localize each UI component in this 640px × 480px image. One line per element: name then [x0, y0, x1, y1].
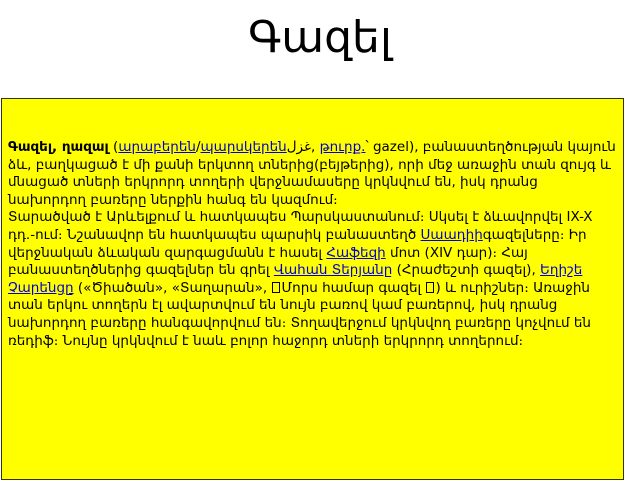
arabic-word: غزل — [286, 139, 312, 155]
link-saadi[interactable]: Սաադիի — [420, 226, 483, 243]
text-segment: Տարածված է Արևելքում և հատկապես Պարսկաստանում։ Սկսել է ձևավորվել IX-X դդ.-ում։ Նշանավոր են հատկապես պարսիկ բանաստեղծ — [8, 209, 593, 243]
slide-title: Գազել — [248, 12, 392, 63]
text-segment: ) և ուրիշներ։ Առաջին տան երկու տողերն էլ ավարտվում են նույն բառով կամ բառերով, իսկ դրանց նախորդող բառերը հանգավորվում են։ Տողավերջում կրկնվող բառերը կոչվում են ռեդիֆ։ Նույնը կրկնվում է նաև բոլոր հաջորդ տների երկրորդ տողերում։ — [8, 279, 591, 349]
link-terian[interactable]: Վահան Տերյանը — [273, 262, 393, 279]
text-segment: Մորս համար գազել — [281, 279, 426, 296]
link-arabic[interactable]: արաբերեն — [118, 139, 196, 155]
text-segment: ՝ gazel), բանաստեղծության կայուն ձև, բաղկացած է մի քանի երկտող տներից(բեյթերից), որի մեջ առաջին տան զույգ և մնացած տների երկրորդ տողերի վերջնամասերը կրկնվում են, իսկ դրանց նախորդող բառերը ներքին հանգ են կազմում։ — [8, 139, 616, 208]
link-hafez[interactable]: Հաֆեզի — [326, 244, 386, 261]
link-turkish[interactable]: թուրք. — [319, 139, 366, 155]
text-segment: / — [195, 139, 201, 155]
text-segment: ( — [108, 139, 119, 155]
link-charents[interactable]: Եղիշե Չարենցը — [8, 262, 583, 296]
missing-glyph-icon — [426, 282, 434, 293]
article-paragraph — [8, 139, 617, 350]
text-segment: (Հրաժեշտի գազել), — [392, 262, 541, 279]
text-segment: մոտ (XIV դար)։ Հայ բանաստեղծներից գազելներ են գրել — [8, 244, 528, 279]
link-persian[interactable]: պարսկերեն — [200, 139, 287, 155]
text-segment: գազելները։ Իր վերջնական ձևական զարգացմանն է հասել — [8, 226, 587, 261]
missing-glyph-icon — [272, 282, 280, 293]
article-term: Գազել, ղազալ — [8, 139, 109, 155]
text-segment: , — [311, 139, 320, 155]
content-box — [1, 98, 624, 480]
text-segment: («Ծիածան», «Տաղարան», — [73, 279, 272, 296]
